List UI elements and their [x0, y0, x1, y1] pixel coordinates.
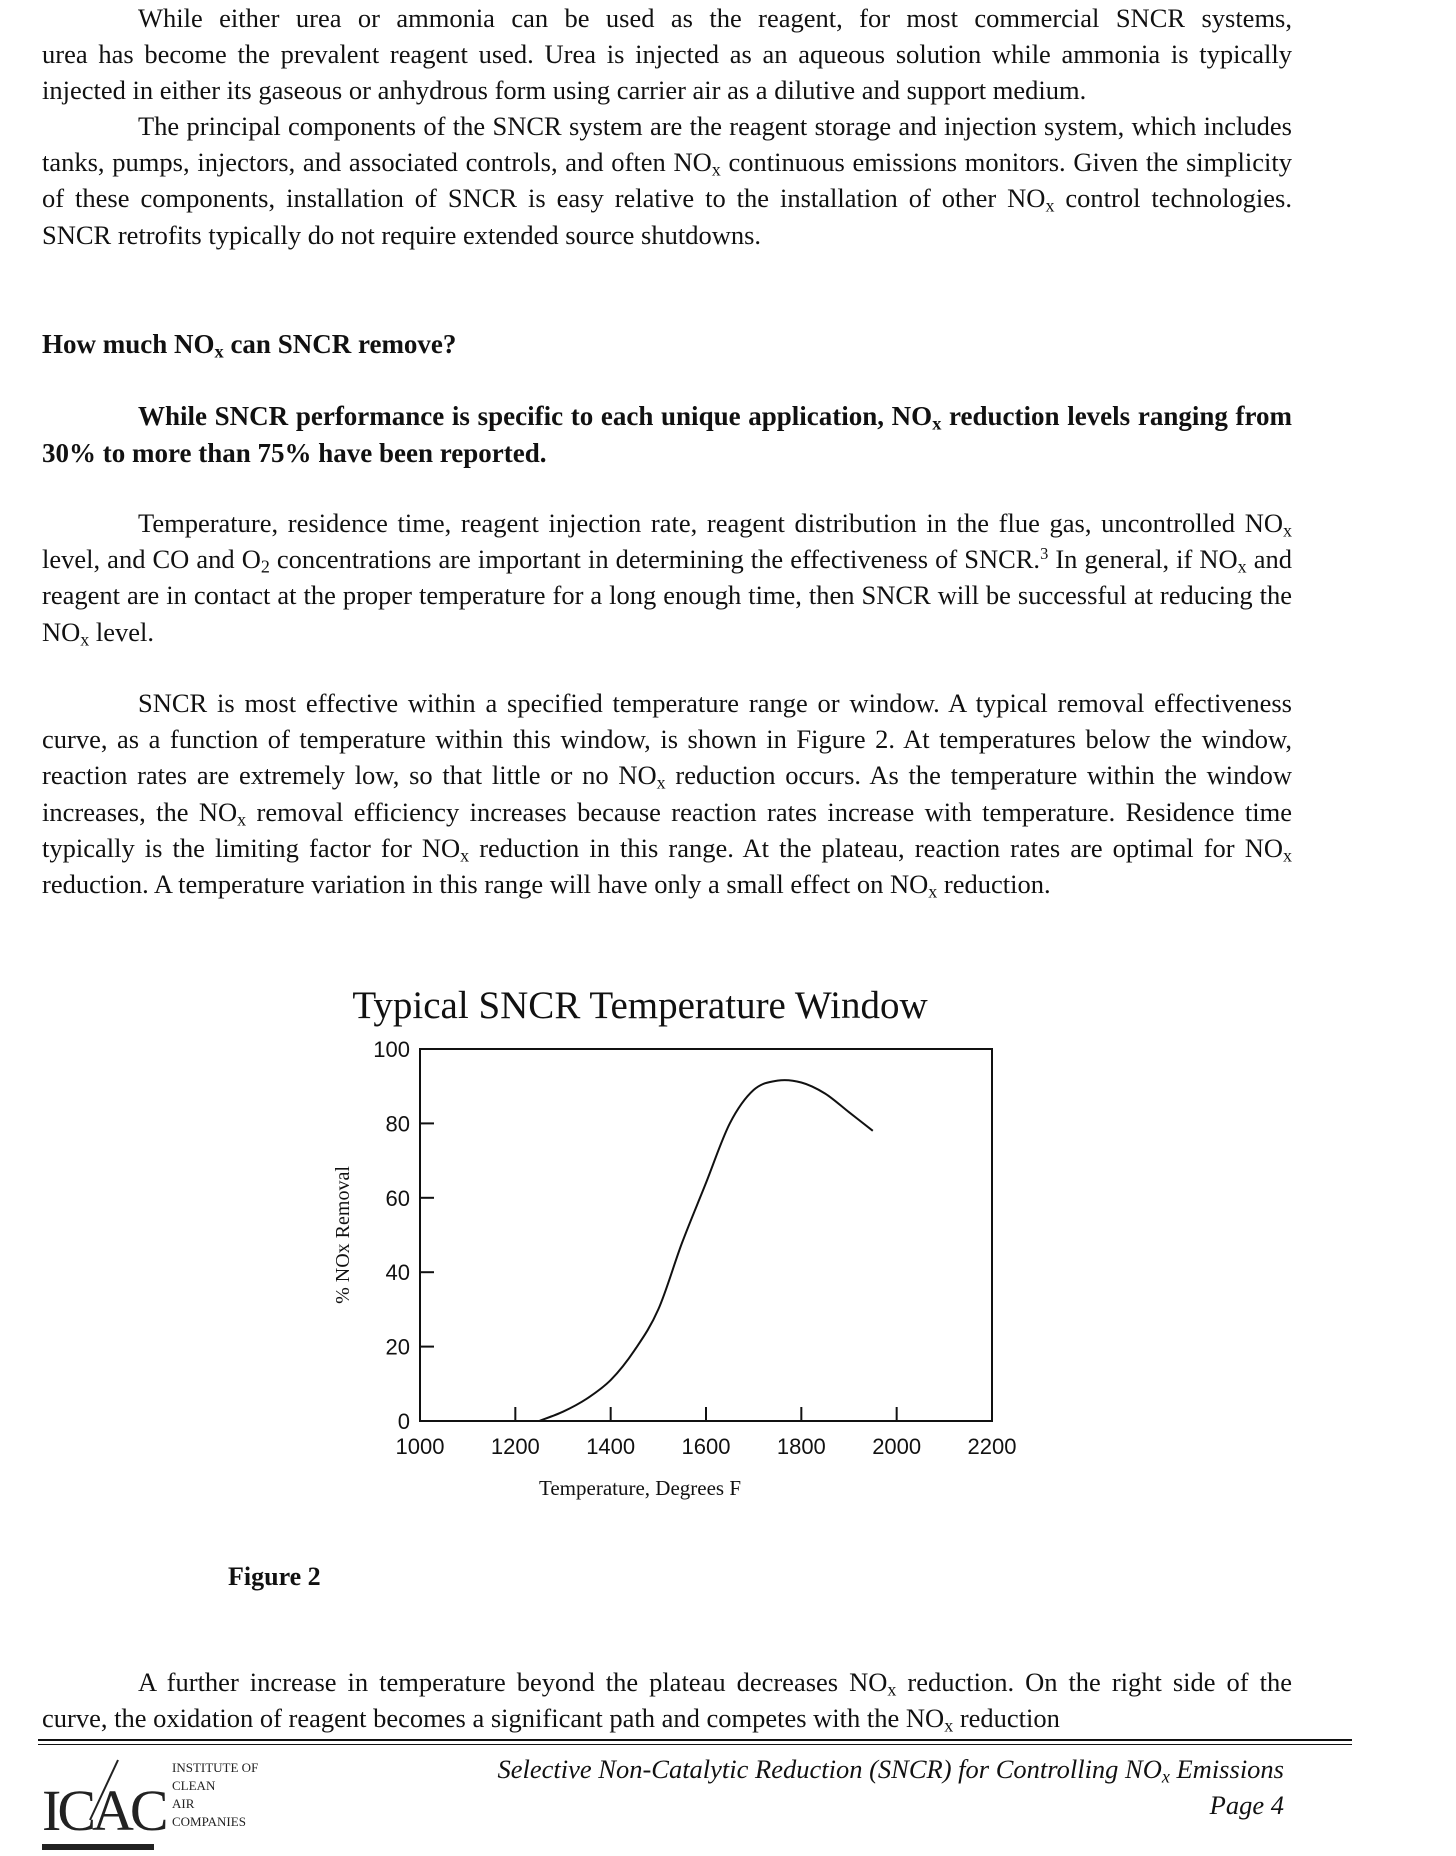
logo-line-3: AIR: [172, 1796, 195, 1811]
paragraph-reagent: [42, 0, 1292, 109]
section-heading: How much $NO_x$ can SNCR remove?: [42, 329, 457, 362]
x-tick-label: 1200: [490, 1434, 540, 1459]
paragraph-reagent-rest: urea has become the prevalent reagent used. Urea is injected as an aqueous solution while ammonia is typically injected in either its gaseous or anhydrous form using carrier air as a dilutive and support medium.: [42, 39, 1292, 106]
x-tick-label: 1000: [395, 1434, 445, 1459]
y-tick-label: 80: [385, 1111, 410, 1137]
x-axis-ticks: [396, 1407, 1017, 1459]
logo-line-1: INSTITUTE OF: [172, 1760, 259, 1775]
y-tick-label: 100: [373, 1037, 410, 1062]
footer-page-number: Page 4: [1209, 1790, 1284, 1820]
x-tick-label: 1800: [776, 1434, 826, 1459]
footer-rule-thin: [38, 1744, 1352, 1745]
logo-mark: ICAC: [42, 1778, 165, 1843]
footer-rule: [38, 1739, 1352, 1741]
footer-document-title: Selective Non-Catalytic Reduction (SNCR) for Controlling $NO_x$ Emissions: [497, 1754, 1284, 1787]
highlight-statement: While SNCR performance is specific to each unique application, $NO_x$ reduction levels ranging from 30% to more than 75% have been reported.: [42, 401, 1292, 468]
removal-curve: [539, 1080, 873, 1421]
x-tick-label: 1400: [586, 1434, 636, 1459]
x-axis-label: Temperature, Degrees F: [538, 1476, 742, 1500]
logo-line-2: CLEAN: [172, 1778, 216, 1793]
plot-frame: [420, 1049, 992, 1421]
paragraph-components: The principal components of the SNCR system are the reagent storage and injection system, which includes tanks, pumps, injectors, and associated controls, and often $NO_x$ continuous emissions monitors. Given the simplicity of these components, installation of SNCR is easy relative to the installation of other $NO_x$ control technologies. SNCR retrofits typically do not require extended source shutdowns.: [42, 111, 1292, 250]
y-tick-label: 60: [385, 1185, 410, 1211]
x-tick-label: 1600: [681, 1434, 731, 1459]
y-tick-label: 20: [385, 1334, 410, 1360]
paragraph-temperature-window: SNCR is most effective within a specified temperature range or window. A typical removal effectiveness curve, as a function of temperature within this window, is shown in Figure 2. At temperatures below the window, reaction rates are extremely low, so that little or no $NO_x$ reduction occurs. As the temperature within the window increases, the $NO_x$ removal efficiency increases because reaction rates increase with temperature. Residence time typically is the limiting factor for $NO_x$ reduction in this range. At the plateau, reaction rates are optimal for $NO_x$ reduction. A temperature variation in this range will have only a small effect on $NO_x$ reduction.: [42, 688, 1293, 902]
y-axis-ticks: [373, 1037, 434, 1434]
x-tick-label: 2000: [872, 1434, 922, 1459]
figure-caption: Figure 2: [228, 1562, 321, 1591]
y-tick-label: 40: [385, 1260, 410, 1286]
y-tick-label: 0: [397, 1409, 410, 1434]
chart-title: Typical SNCR Temperature Window: [352, 984, 928, 1027]
x-tick-label: 2200: [967, 1434, 1017, 1459]
paragraph-plateau: A further increase in temperature beyond the plateau decreases $NO_x$ reduction. On the right side of the curve, the oxidation of reagent becomes a significant path and competes with the $NO_x$ reduction: [42, 1667, 1292, 1736]
temperature-window-chart: [300, 975, 1060, 1515]
paragraph-factors: Temperature, residence time, reagent injection rate, reagent distribution in the flue gas, uncontrolled $NO_x$ level, and CO and $O_2$ concentrations are important in determining the effectiveness of SNCR.$^3$ In general, if $NO_x$ and reagent are in contact at the proper temperature for a long enough time, then SNCR will be successful at reducing the $NO_x$ level.: [42, 508, 1292, 650]
logo-line-4: COMPANIES: [172, 1814, 246, 1829]
icac-logo: [40, 1752, 320, 1852]
paragraph-reagent-line1: While either urea or ammonia can be used as the reagent, for most commercial SNCR systems,: [138, 3, 1292, 33]
footnote-reference: 3: [1040, 544, 1049, 564]
y-axis-label: % NOx Removal: [332, 1166, 354, 1304]
logo-bar: [42, 1844, 154, 1850]
